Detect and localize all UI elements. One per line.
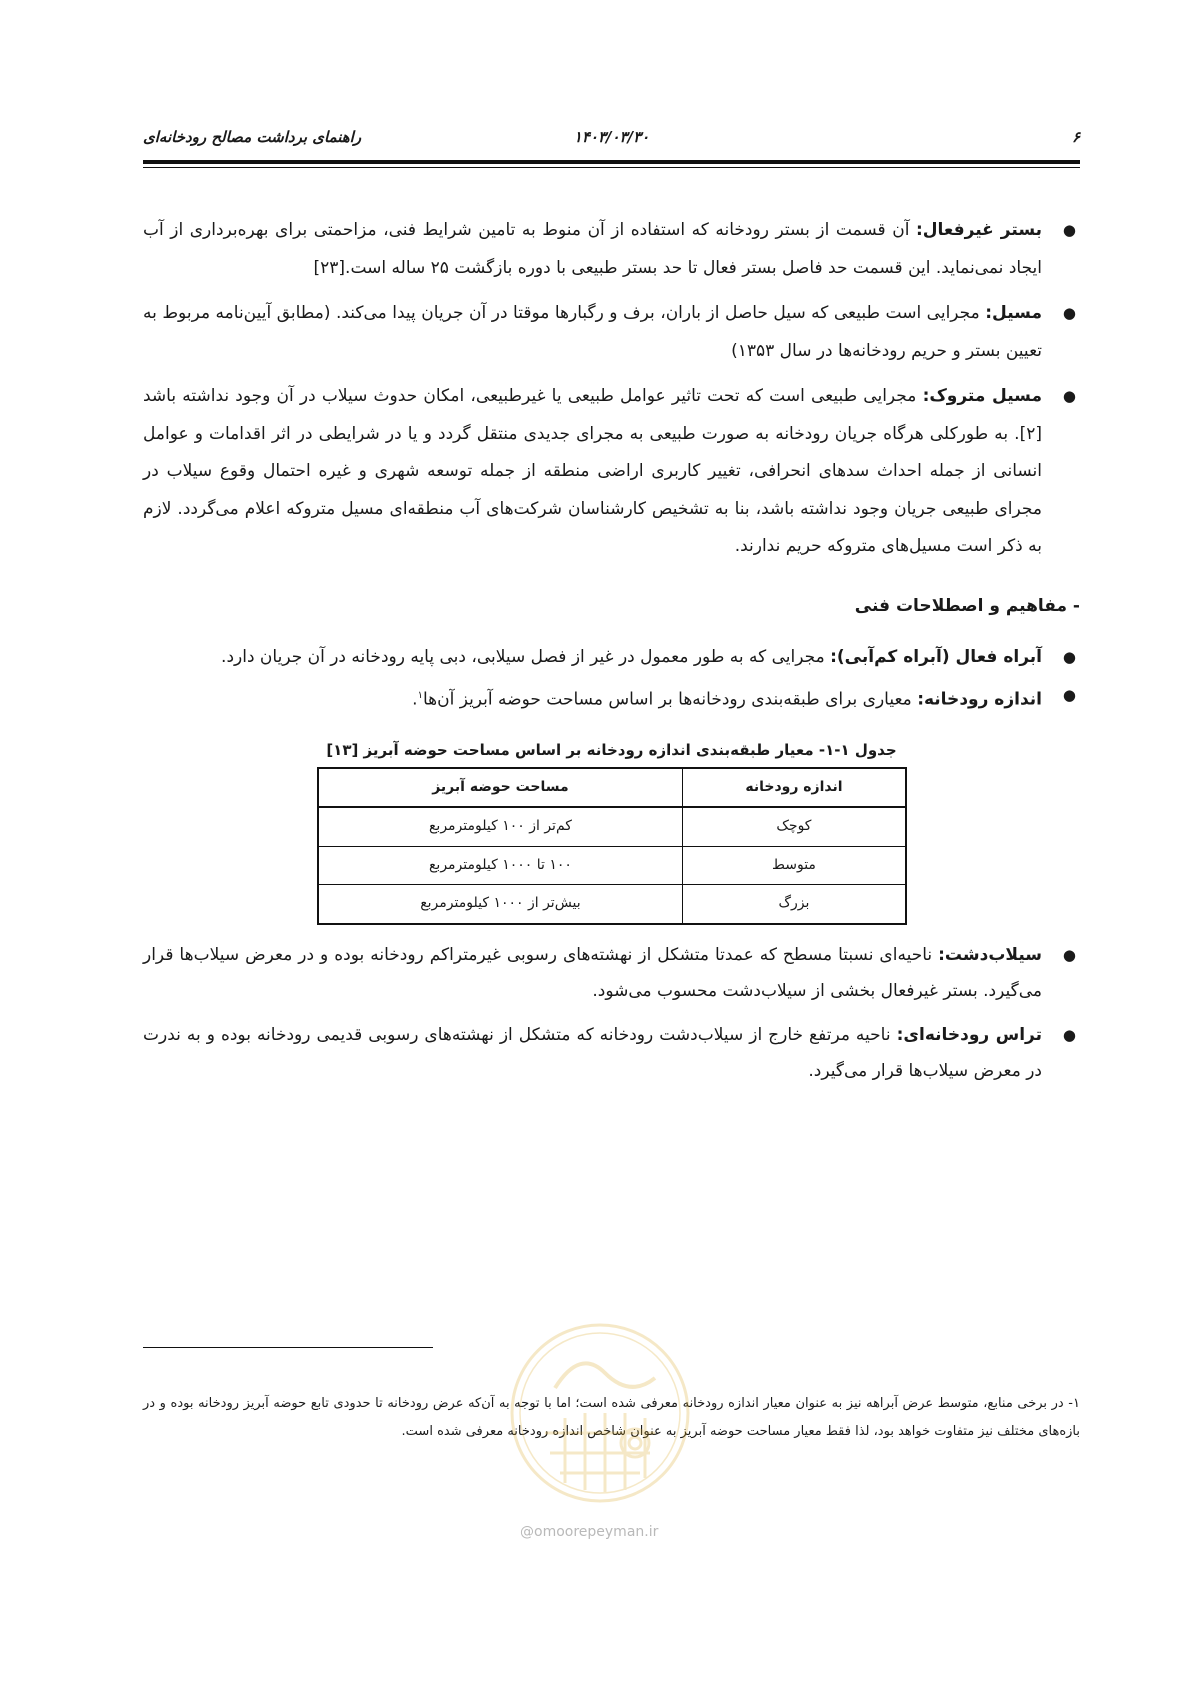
bullet-item-inactive-bed	[143, 212, 1080, 287]
term: مسیل متروک:	[922, 386, 1042, 406]
table-cell: ۱۰۰ تا ۱۰۰۰ کیلومترمربع	[318, 846, 683, 885]
bullet-icon: ●	[1062, 221, 1076, 239]
footnote-separator	[143, 1347, 433, 1348]
header-rule-thin	[143, 167, 1080, 168]
term: آبراه فعال (آبراه کم‌آبی):	[830, 647, 1042, 667]
bullet-item-abandoned-channel	[143, 378, 1080, 566]
term: مسیل:	[985, 303, 1042, 323]
term: تراس رودخانه‌ای:	[896, 1024, 1042, 1045]
definition: مجرایی که به طور معمول در غیر از فصل سیلابی، دبی پایه رودخانه در آن جریان دارد.	[221, 647, 831, 667]
watermark-url: @omoorepeyman.ir	[520, 1524, 659, 1540]
footnote-mark[interactable]: ۱	[417, 689, 423, 701]
bullet-item-floodplain	[143, 937, 1080, 1009]
table-row	[318, 885, 906, 924]
header-date: ۱۴۰۳/۰۳/۳۰	[573, 128, 650, 146]
bullet-icon: ●	[1062, 304, 1076, 322]
column-header: اندازه رودخانه	[683, 768, 906, 808]
term: بستر غیرفعال:	[915, 220, 1043, 240]
bullet-item-active-channel	[143, 639, 1080, 677]
bullet-icon: ●	[1062, 648, 1076, 666]
table-cell: بزرگ	[683, 885, 906, 924]
table-row	[318, 846, 906, 885]
river-size-table-block	[317, 737, 907, 925]
table-row	[318, 807, 906, 846]
term: اندازه رودخانه:	[917, 689, 1042, 710]
definition: مجرایی است طبیعی که سیل حاصل از باران، برف و رگبارها موقتا در آن جریان پیدا می‌کند. (مطابق آیین‌نامه مربوط به تعیین بستر و حریم رودخانه‌ها در سال ۱۳۵۳)	[143, 303, 1042, 361]
bullet-icon: ●	[1062, 685, 1076, 704]
bullet-item-river-size: ● اندازه رودخانه: معیاری برای طبقه‌بندی رودخانه‌ها بر اساس مساحت حوضه آبریز آن‌ها$^۱$.	[143, 677, 1080, 719]
header-rule-thick	[143, 160, 1080, 164]
table-cell: متوسط	[683, 846, 906, 885]
omoore-peyman-logo-icon	[505, 1318, 695, 1508]
running-header	[143, 128, 1080, 156]
bullet-item-stream-channel	[143, 295, 1080, 370]
definition: مجرایی طبیعی است که تحت تاثیر عوامل طبیعی یا غیرطبیعی، امکان حدوث سیلاب در آن وجود نداشته باشد [۲]. به طورکلی هرگاه جریان رودخانه به صورت طبیعی به مجرای جدیدی منتقل گردد و یا در شرایطی در اثر اقدامات و عوامل انسانی از جمله احداث سدهای انحرافی، تغییر کاربری اراضی منطقه از جمله توسعه شهری و غیره احتمال وقوع سیلاب در مجرای طبیعی جریان وجود نداشته باشد، بنا به تشخیص کارشناسان شرکت‌های آب منطقه‌ای مسیل متروکه اعلام می‌گردد. لازم به ذکر است مسیل‌های متروکه حریم ندارند.	[143, 386, 1042, 556]
bullet-icon: ●	[1062, 945, 1076, 964]
table-cell: کم‌تر از ۱۰۰ کیلومترمربع	[318, 807, 683, 846]
definition: ناحیه مرتفع خارج از سیلاب‌دشت رودخانه که متشکل از نهشته‌های رسوبی قدیمی رودخانه بوده و به ندرت در معرض سیلاب‌ها قرار می‌گیرد.	[143, 1024, 1042, 1081]
definition: ناحیه‌ای نسبتا مسطح که عمدتا متشکل از نهشته‌های رسوبی غیرمتراکم رودخانه بوده و در معرض سیلاب‌ها قرار می‌گیرد. بستر غیرفعال بخشی از سیلاب‌دشت محسوب می‌شود.	[143, 944, 1042, 1001]
term: سیلاب‌دشت:	[938, 944, 1042, 965]
table-cell: کوچک	[683, 807, 906, 846]
river-size-table	[317, 767, 907, 925]
table-header-row	[318, 768, 906, 808]
table-caption: جدول ۱-۱- معیار طبقه‌بندی اندازه رودخانه بر اساس مساحت حوضه آبریز [۱۳]	[326, 740, 897, 759]
header-title: راهنمای برداشت مصالح رودخانه‌ای	[143, 128, 362, 146]
column-header: مساحت حوضه آبریز	[318, 768, 683, 808]
main-content	[143, 212, 1080, 1089]
footnote: ۱- در برخی منابع، متوسط عرض آبراهه نیز به عنوان معیار اندازه رودخانه معرفی شده است؛ اما با توجه به آن‌که عرض رودخانه تا حدودی تابع حوضه آبریز رودخانه بوده و در بازه‌های مختلف نیز متفاوت خواهد بود، لذا فقط معیار مساحت حوضه آبریز به عنوان شاخص اندازه رودخانه معرفی شده است.	[143, 1396, 1080, 1439]
definition: معیاری برای طبقه‌بندی رودخانه‌ها بر اساس مساحت حوضه آبریز آن‌ها	[422, 689, 918, 710]
bullet-item-river-terrace	[143, 1017, 1080, 1089]
table-cell: بیش‌تر از ۱۰۰۰ کیلومترمربع	[318, 885, 683, 924]
bullet-icon: ●	[1062, 1025, 1076, 1044]
page-number: ۶	[1071, 128, 1080, 146]
bullet-icon: ●	[1062, 387, 1076, 405]
definition: آن قسمت از بستر رودخانه که استفاده از آن منوط به تامین شرایط فنی، مزاحمتی برای بهره‌برداری از آب ایجاد نمی‌نماید. این قسمت حد فاصل بستر فعال تا حد بستر طبیعی با دوره بازگشت ۲۵ ساله است.[۲۳]	[143, 220, 1042, 278]
section-heading: - مفاهیم و اصطلاحات فنی	[854, 595, 1080, 616]
